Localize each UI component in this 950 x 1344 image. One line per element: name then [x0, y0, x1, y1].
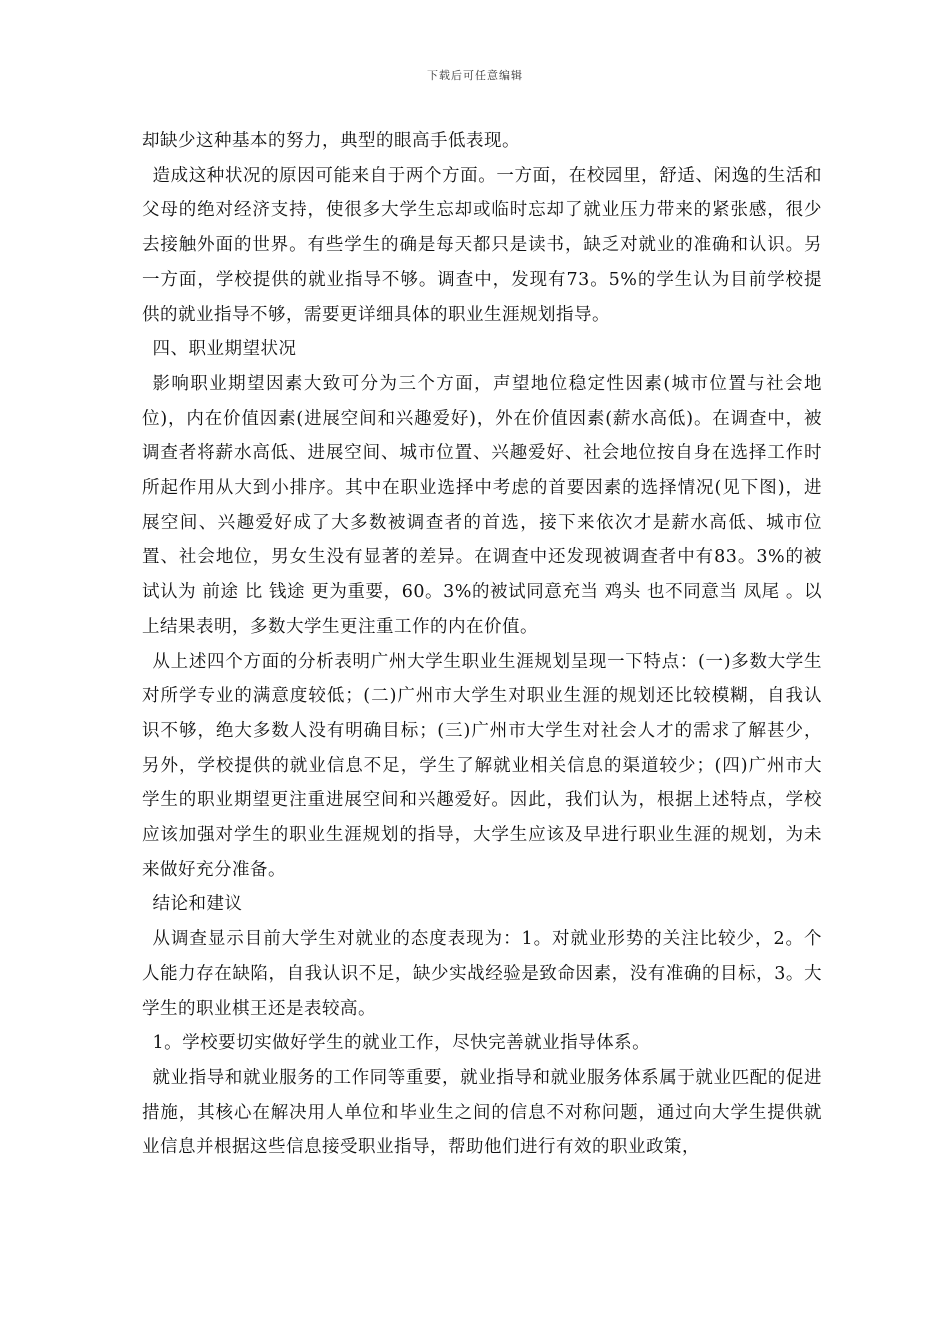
paragraph-expectation-factors: 影响职业期望因素大致可分为三个方面，声望地位稳定性因素(城市位置与社会地位)，内在价值因素(进展空间和兴趣爱好)，外在价值因素(薪水高低)。在调查中，被调查者将薪水高低、进展空间、城市位置、兴趣爱好、社会地位按自身在选择工作时所起作用从大到小排序。其中在职业选择中考虑的首要因素的选择情况(见下图)，进展空间、兴趣爱好成了大多数被调查者的首选，接下来依次才是薪水高低、城市位置、社会地位，男女生没有显著的差异。在调查中还发现被调查者中有83。3%的被试认为 前途 比 钱途 更为重要，60。3%的被试同意充当 鸡头 也不同意当 凤尾 。以上结果表明，多数大学生更注重工作的内在价值。 — [142, 373, 822, 637]
paragraph-continuation: 却缺少这种基本的努力，典型的眼高手低表现。 — [142, 131, 520, 151]
section-heading-conclusion: 结论和建议 — [152, 894, 243, 915]
paragraph-conclusion: 从调查显示目前大学生对就业的态度表现为：1。对就业形势的关注比较少，2。个人能力存在缺陷，自我认识不足，缺少实战经验是致命因素，没有准确的目标，3。大学生的职业棋王还是表较高。 — [142, 929, 822, 1019]
paragraph-recommendation-1: 1。学校要切实做好学生的就业工作，尽快完善就业指导体系。 — [152, 1033, 651, 1054]
paragraph-analysis-summary: 从上述四个方面的分析表明广州大学生职业生涯规划呈现一下特点：(一)多数大学生对所学专业的满意度较低；(二)广州市大学生对职业生涯的规划还比较模糊，自我认识不够，绝大多数人没有明确目标；(三)广州市大学生对社会人才的需求了解甚少，另外，学校提供的就业信息不足，学生了解就业相关信息的渠道较少；(四)广州市大学生的职业期望更注重进展空间和兴趣爱好。因此，我们认为，根据上述特点，学校应该加强对学生的职业生涯规划的指导，大学生应该及早进行职业生涯的规划，为未来做好充分准备。 — [142, 651, 822, 880]
page-header: 下载后可任意编辑 — [427, 69, 523, 82]
document-body — [142, 124, 822, 1165]
paragraph-guidance-services: 就业指导和就业服务的工作同等重要，就业指导和就业服务体系属于就业匹配的促进措施，其核心在解决用人单位和毕业生之间的信息不对称问题，通过向大学生提供就业信息并根据这些信息接受职业指导，帮助他们进行有效的职业政策， — [142, 1067, 822, 1158]
section-heading-career-expectation: 四、职业期望状况 — [152, 339, 297, 360]
paragraph-causes: 造成这种状况的原因可能来自于两个方面。一方面，在校园里，舒适、闲逸的生活和父母的绝对经济支持，使很多大学生忘却或临时忘却了就业压力带来的紧张感，很少去接触外面的世界。有些学生的确是每天都只是读书，缺乏对就业的准确和认识。另一方面，学校提供的就业指导不够。调查中，发现有73。5%的学生认为目前学校提供的就业指导不够，需要更详细具体的职业生涯规划指导。 — [142, 165, 822, 325]
